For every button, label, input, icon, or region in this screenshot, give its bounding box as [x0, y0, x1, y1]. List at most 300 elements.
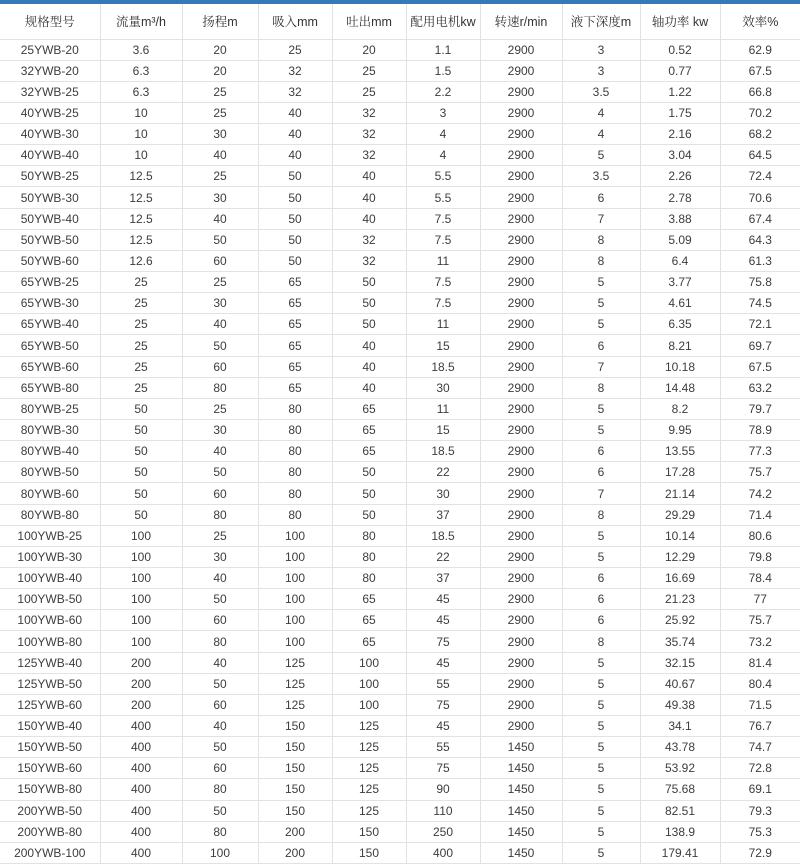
- table-cell: 25: [332, 60, 406, 81]
- table-cell: 7.5: [406, 293, 480, 314]
- table-row: [0, 694, 800, 715]
- table-cell: 22: [406, 546, 480, 567]
- table-cell: 50YWB-25: [0, 166, 100, 187]
- table-cell: 5: [562, 758, 640, 779]
- table-cell: 2900: [480, 589, 562, 610]
- table-row: [0, 589, 800, 610]
- table-row: [0, 842, 800, 863]
- column-header: 液下深度m: [562, 4, 640, 39]
- table-cell: 6: [562, 335, 640, 356]
- table-cell: 80: [258, 483, 332, 504]
- table-cell: 40: [332, 187, 406, 208]
- table-cell: 2900: [480, 166, 562, 187]
- table-cell: 66.8: [720, 81, 800, 102]
- table-cell: 65: [258, 356, 332, 377]
- table-cell: 2900: [480, 293, 562, 314]
- table-cell: 1450: [480, 821, 562, 842]
- table-cell: 250: [406, 821, 480, 842]
- table-cell: 30: [182, 187, 258, 208]
- table-cell: 32: [332, 102, 406, 123]
- table-cell: 6: [562, 462, 640, 483]
- table-cell: 80: [182, 779, 258, 800]
- table-cell: 400: [100, 842, 182, 863]
- table-row: [0, 525, 800, 546]
- table-cell: 4: [562, 124, 640, 145]
- table-cell: 80: [258, 504, 332, 525]
- table-cell: 100: [100, 546, 182, 567]
- table-cell: 22: [406, 462, 480, 483]
- table-cell: 78.4: [720, 568, 800, 589]
- table-cell: 2900: [480, 229, 562, 250]
- table-row: [0, 335, 800, 356]
- table-cell: 80YWB-50: [0, 462, 100, 483]
- table-cell: 30: [182, 293, 258, 314]
- table-cell: 40YWB-30: [0, 124, 100, 145]
- table-cell: 15: [406, 420, 480, 441]
- column-header: 轴功率 kw: [640, 4, 720, 39]
- table-row: [0, 758, 800, 779]
- table-cell: 80: [182, 631, 258, 652]
- table-cell: 40YWB-40: [0, 145, 100, 166]
- table-cell: 35.74: [640, 631, 720, 652]
- table-cell: 69.7: [720, 335, 800, 356]
- table-cell: 40: [332, 377, 406, 398]
- table-cell: 30: [182, 124, 258, 145]
- table-cell: 25: [182, 398, 258, 419]
- table-cell: 67.5: [720, 356, 800, 377]
- table-cell: 2900: [480, 377, 562, 398]
- table-cell: 50: [332, 483, 406, 504]
- table-cell: 200YWB-80: [0, 821, 100, 842]
- table-cell: 40YWB-25: [0, 102, 100, 123]
- table-cell: 2900: [480, 652, 562, 673]
- table-cell: 5: [562, 737, 640, 758]
- table-cell: 69.1: [720, 779, 800, 800]
- table-cell: 50: [258, 208, 332, 229]
- table-cell: 75.7: [720, 610, 800, 631]
- table-cell: 76.7: [720, 716, 800, 737]
- table-cell: 0.52: [640, 39, 720, 60]
- table-cell: 3.6: [100, 39, 182, 60]
- table-cell: 125: [258, 652, 332, 673]
- table-cell: 7.5: [406, 272, 480, 293]
- table-cell: 7.5: [406, 208, 480, 229]
- table-row: [0, 145, 800, 166]
- table-cell: 75.8: [720, 272, 800, 293]
- table-cell: 65YWB-80: [0, 377, 100, 398]
- table-cell: 125: [258, 694, 332, 715]
- table-cell: 100: [258, 589, 332, 610]
- table-row: [0, 293, 800, 314]
- table-cell: 32: [332, 145, 406, 166]
- table-cell: 65: [258, 377, 332, 398]
- table-row: [0, 716, 800, 737]
- table-cell: 6: [562, 568, 640, 589]
- table-cell: 40: [258, 124, 332, 145]
- table-cell: 8: [562, 377, 640, 398]
- table-cell: 50: [258, 166, 332, 187]
- table-cell: 5: [562, 673, 640, 694]
- table-cell: 78.9: [720, 420, 800, 441]
- table-cell: 25: [182, 525, 258, 546]
- table-cell: 5.09: [640, 229, 720, 250]
- table-cell: 150: [258, 737, 332, 758]
- table-cell: 1.5: [406, 60, 480, 81]
- table-cell: 70.2: [720, 102, 800, 123]
- table-cell: 125: [332, 779, 406, 800]
- table-cell: 50: [182, 335, 258, 356]
- table-cell: 200YWB-100: [0, 842, 100, 863]
- table-cell: 75: [406, 694, 480, 715]
- table-cell: 2900: [480, 60, 562, 81]
- table-cell: 80: [258, 441, 332, 462]
- table-cell: 3: [562, 39, 640, 60]
- table-cell: 62.9: [720, 39, 800, 60]
- table-cell: 45: [406, 652, 480, 673]
- table-row: [0, 483, 800, 504]
- table-cell: 32: [332, 229, 406, 250]
- table-cell: 2900: [480, 81, 562, 102]
- table-row: [0, 800, 800, 821]
- table-cell: 40: [258, 145, 332, 166]
- table-cell: 10: [100, 145, 182, 166]
- table-cell: 1450: [480, 737, 562, 758]
- table-cell: 50: [332, 272, 406, 293]
- table-cell: 100: [258, 546, 332, 567]
- table-cell: 60: [182, 694, 258, 715]
- table-cell: 25: [182, 166, 258, 187]
- table-cell: 80: [258, 398, 332, 419]
- table-cell: 100: [258, 525, 332, 546]
- table-cell: 50: [332, 293, 406, 314]
- table-cell: 61.3: [720, 250, 800, 271]
- table-cell: 50YWB-30: [0, 187, 100, 208]
- table-cell: 8.2: [640, 398, 720, 419]
- table-cell: 150: [258, 800, 332, 821]
- table-cell: 4: [406, 145, 480, 166]
- table-cell: 2900: [480, 208, 562, 229]
- table-cell: 12.29: [640, 546, 720, 567]
- table-cell: 5: [562, 652, 640, 673]
- table-cell: 12.5: [100, 166, 182, 187]
- table-cell: 200: [100, 673, 182, 694]
- table-cell: 50: [100, 462, 182, 483]
- table-cell: 125YWB-60: [0, 694, 100, 715]
- table-cell: 1.22: [640, 81, 720, 102]
- table-cell: 80: [182, 504, 258, 525]
- table-cell: 100: [182, 842, 258, 863]
- table-cell: 8: [562, 504, 640, 525]
- table-body: [0, 39, 800, 864]
- table-cell: 32: [332, 124, 406, 145]
- table-cell: 64.5: [720, 145, 800, 166]
- table-cell: 25: [100, 356, 182, 377]
- table-cell: 5: [562, 694, 640, 715]
- table-cell: 6.35: [640, 314, 720, 335]
- table-cell: 6: [562, 589, 640, 610]
- table-cell: 179.41: [640, 842, 720, 863]
- table-cell: 25: [100, 293, 182, 314]
- table-cell: 50YWB-40: [0, 208, 100, 229]
- table-cell: 2900: [480, 335, 562, 356]
- table-cell: 1450: [480, 779, 562, 800]
- table-cell: 50: [100, 483, 182, 504]
- table-cell: 45: [406, 589, 480, 610]
- table-cell: 5: [562, 314, 640, 335]
- table-cell: 2900: [480, 398, 562, 419]
- table-cell: 2900: [480, 39, 562, 60]
- table-cell: 32.15: [640, 652, 720, 673]
- table-cell: 100: [100, 589, 182, 610]
- table-cell: 55: [406, 673, 480, 694]
- table-cell: 125: [258, 673, 332, 694]
- table-cell: 2900: [480, 250, 562, 271]
- table-cell: 50: [100, 441, 182, 462]
- table-cell: 75.68: [640, 779, 720, 800]
- table-cell: 2900: [480, 546, 562, 567]
- table-cell: 3.04: [640, 145, 720, 166]
- table-cell: 10.14: [640, 525, 720, 546]
- table-cell: 65YWB-40: [0, 314, 100, 335]
- table-cell: 80: [332, 546, 406, 567]
- table-cell: 5: [562, 779, 640, 800]
- table-cell: 1450: [480, 842, 562, 863]
- table-cell: 5: [562, 293, 640, 314]
- table-cell: 30: [406, 377, 480, 398]
- table-cell: 12.6: [100, 250, 182, 271]
- table-cell: 37: [406, 504, 480, 525]
- table-cell: 40: [182, 208, 258, 229]
- table-cell: 25: [258, 39, 332, 60]
- table-cell: 10: [100, 124, 182, 145]
- table-cell: 50: [100, 420, 182, 441]
- table-cell: 14.48: [640, 377, 720, 398]
- table-cell: 55: [406, 737, 480, 758]
- table-cell: 11: [406, 250, 480, 271]
- table-cell: 10: [100, 102, 182, 123]
- table-row: [0, 462, 800, 483]
- table-cell: 2900: [480, 102, 562, 123]
- table-cell: 5: [562, 546, 640, 567]
- table-cell: 8.21: [640, 335, 720, 356]
- table-cell: 150YWB-40: [0, 716, 100, 737]
- table-cell: 65: [332, 420, 406, 441]
- table-cell: 2900: [480, 314, 562, 335]
- table-cell: 50: [258, 229, 332, 250]
- table-cell: 72.8: [720, 758, 800, 779]
- table-cell: 100: [332, 694, 406, 715]
- table-cell: 11: [406, 398, 480, 419]
- table-cell: 100: [100, 525, 182, 546]
- table-cell: 5: [562, 716, 640, 737]
- header-row: [0, 4, 800, 39]
- table-cell: 400: [100, 758, 182, 779]
- table-row: [0, 81, 800, 102]
- table-cell: 65: [332, 441, 406, 462]
- table-cell: 2900: [480, 694, 562, 715]
- table-cell: 30: [182, 546, 258, 567]
- table-cell: 100: [332, 652, 406, 673]
- table-cell: 60: [182, 610, 258, 631]
- table-cell: 40: [258, 102, 332, 123]
- table-cell: 2900: [480, 504, 562, 525]
- column-header: 吸入mm: [258, 4, 332, 39]
- table-cell: 29.29: [640, 504, 720, 525]
- table-cell: 18.5: [406, 525, 480, 546]
- table-row: [0, 652, 800, 673]
- table-cell: 1.1: [406, 39, 480, 60]
- table-cell: 400: [100, 779, 182, 800]
- table-cell: 125YWB-40: [0, 652, 100, 673]
- table-cell: 45: [406, 716, 480, 737]
- table-cell: 8: [562, 250, 640, 271]
- table-cell: 25: [100, 335, 182, 356]
- table-cell: 80.6: [720, 525, 800, 546]
- table-cell: 20: [332, 39, 406, 60]
- table-cell: 50: [100, 398, 182, 419]
- table-row: [0, 187, 800, 208]
- table-row: [0, 208, 800, 229]
- table-cell: 150YWB-60: [0, 758, 100, 779]
- table-cell: 150YWB-50: [0, 737, 100, 758]
- table-cell: 2900: [480, 610, 562, 631]
- table-cell: 16.69: [640, 568, 720, 589]
- table-cell: 72.1: [720, 314, 800, 335]
- table-cell: 25: [100, 272, 182, 293]
- table-cell: 5: [562, 821, 640, 842]
- table-row: [0, 546, 800, 567]
- table-cell: 3.5: [562, 81, 640, 102]
- table-row: [0, 60, 800, 81]
- table-cell: 80: [332, 525, 406, 546]
- table-cell: 65YWB-30: [0, 293, 100, 314]
- table-cell: 2900: [480, 356, 562, 377]
- table-row: [0, 250, 800, 271]
- table-cell: 32YWB-20: [0, 60, 100, 81]
- table-cell: 7: [562, 208, 640, 229]
- table-cell: 65: [332, 398, 406, 419]
- table-cell: 50: [182, 589, 258, 610]
- table-cell: 74.5: [720, 293, 800, 314]
- table-cell: 40: [182, 716, 258, 737]
- table-cell: 63.2: [720, 377, 800, 398]
- table-cell: 80: [182, 377, 258, 398]
- table-cell: 65: [258, 293, 332, 314]
- table-cell: 67.4: [720, 208, 800, 229]
- table-row: [0, 779, 800, 800]
- table-row: [0, 124, 800, 145]
- table-cell: 6: [562, 610, 640, 631]
- table-cell: 8: [562, 229, 640, 250]
- table-cell: 2900: [480, 525, 562, 546]
- table-cell: 37: [406, 568, 480, 589]
- table-row: [0, 737, 800, 758]
- table-cell: 20: [182, 39, 258, 60]
- table-cell: 125: [332, 716, 406, 737]
- table-cell: 100YWB-25: [0, 525, 100, 546]
- table-cell: 400: [100, 800, 182, 821]
- table-cell: 6.3: [100, 60, 182, 81]
- table-header: [0, 4, 800, 39]
- table-cell: 74.7: [720, 737, 800, 758]
- table-cell: 40: [182, 652, 258, 673]
- table-cell: 80YWB-25: [0, 398, 100, 419]
- table-row: [0, 39, 800, 60]
- table-cell: 100: [332, 673, 406, 694]
- table-row: [0, 420, 800, 441]
- table-cell: 25: [100, 377, 182, 398]
- table-cell: 65: [332, 631, 406, 652]
- column-header: 扬程m: [182, 4, 258, 39]
- table-cell: 50: [332, 504, 406, 525]
- table-cell: 100YWB-40: [0, 568, 100, 589]
- table-cell: 125: [332, 737, 406, 758]
- table-cell: 100: [100, 610, 182, 631]
- table-cell: 30: [406, 483, 480, 504]
- table-cell: 2900: [480, 272, 562, 293]
- table-cell: 2.16: [640, 124, 720, 145]
- table-cell: 125YWB-50: [0, 673, 100, 694]
- table-cell: 65: [258, 272, 332, 293]
- table-cell: 75: [406, 631, 480, 652]
- table-row: [0, 441, 800, 462]
- table-cell: 2900: [480, 568, 562, 589]
- table-cell: 45: [406, 610, 480, 631]
- table-row: [0, 356, 800, 377]
- table-cell: 65: [332, 589, 406, 610]
- table-cell: 79.7: [720, 398, 800, 419]
- table-cell: 15: [406, 335, 480, 356]
- table-cell: 5: [562, 398, 640, 419]
- table-cell: 20: [182, 60, 258, 81]
- table-cell: 25: [182, 81, 258, 102]
- table-cell: 65YWB-25: [0, 272, 100, 293]
- table-cell: 50: [332, 462, 406, 483]
- table-cell: 25: [182, 272, 258, 293]
- table-cell: 7.5: [406, 229, 480, 250]
- table-cell: 73.2: [720, 631, 800, 652]
- table-row: [0, 377, 800, 398]
- table-cell: 13.55: [640, 441, 720, 462]
- table-cell: 3: [406, 102, 480, 123]
- table-cell: 7: [562, 356, 640, 377]
- table-cell: 5: [562, 145, 640, 166]
- table-cell: 65YWB-50: [0, 335, 100, 356]
- table-cell: 60: [182, 483, 258, 504]
- table-cell: 60: [182, 250, 258, 271]
- table-cell: 5: [562, 420, 640, 441]
- table-cell: 2900: [480, 462, 562, 483]
- table-cell: 2900: [480, 187, 562, 208]
- table-cell: 3.5: [562, 166, 640, 187]
- table-cell: 100: [100, 631, 182, 652]
- table-cell: 80YWB-60: [0, 483, 100, 504]
- table-cell: 21.23: [640, 589, 720, 610]
- table-cell: 80: [258, 462, 332, 483]
- table-cell: 18.5: [406, 441, 480, 462]
- table-cell: 3.88: [640, 208, 720, 229]
- table-row: [0, 229, 800, 250]
- table-row: [0, 398, 800, 419]
- table-cell: 125: [332, 800, 406, 821]
- column-header: 配用电机kw: [406, 4, 480, 39]
- table-cell: 200: [258, 842, 332, 863]
- table-cell: 65YWB-60: [0, 356, 100, 377]
- table-cell: 10.18: [640, 356, 720, 377]
- table-cell: 53.92: [640, 758, 720, 779]
- table-cell: 11: [406, 314, 480, 335]
- table-cell: 50YWB-50: [0, 229, 100, 250]
